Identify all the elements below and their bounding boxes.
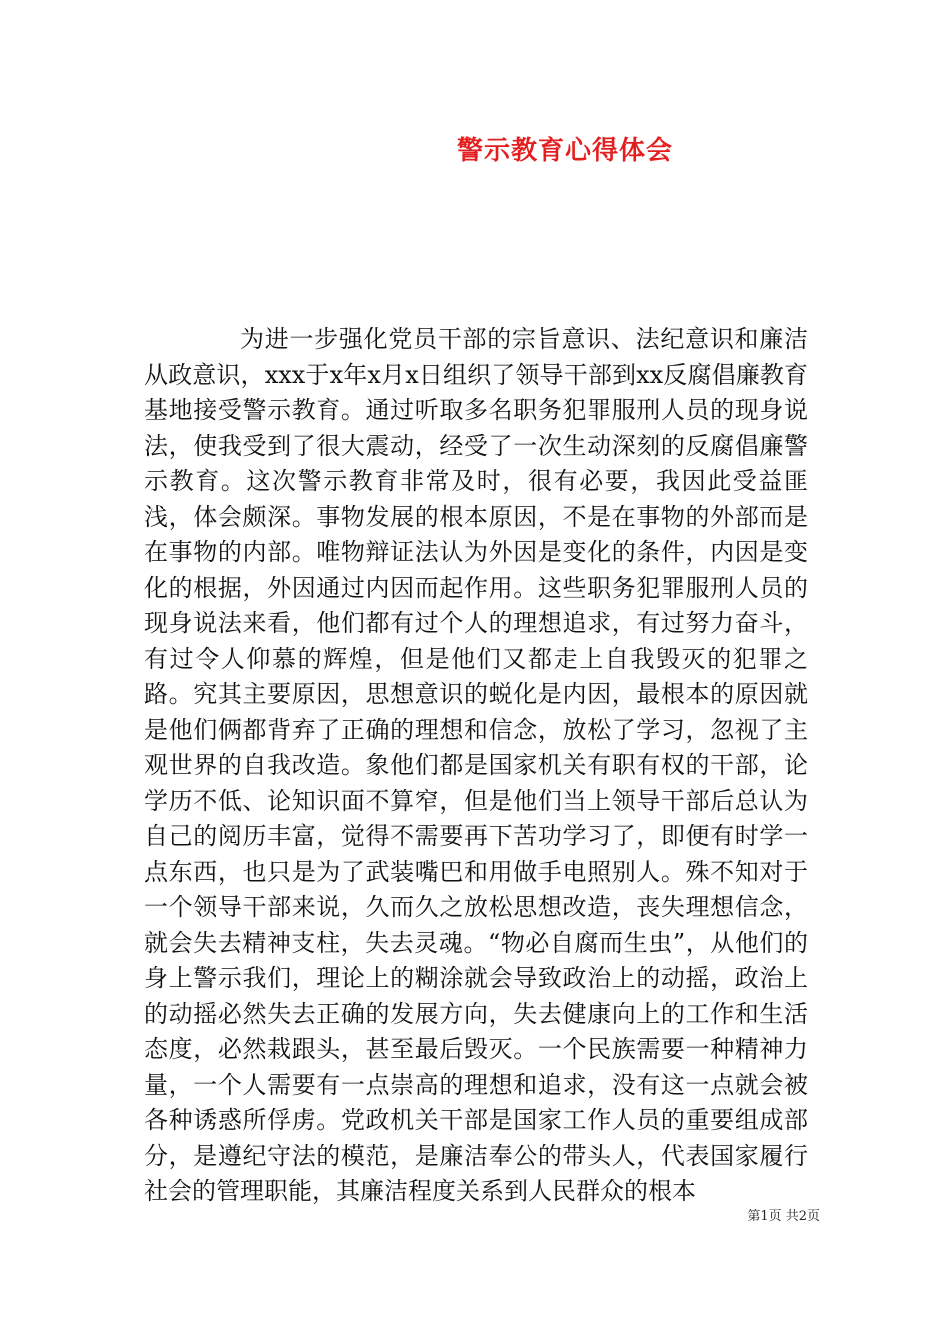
page-number: 第1页 共2页 [747,1209,820,1224]
body-paragraph: 为进一步强化党员干部的宗旨意识、法纪意识和廉洁从政意识，xxx于x年x月x日组织了领导干部到xx反腐倡廉教育基地接受警示教育。通过听取多名职务犯罪服刑人员的现身说法，使我受到了很大震动，经受了一次生动深刻的反腐倡廉警示教育。这次警示教育非常及时，很有必要，我因此受益匪浅，体会颇深。事物发展的根本原因，不是在事物的外部而是在事物的内部。唯物辩证法认为外因是变化的条件，内因是变化的根据，外因通过内因而起作用。这些职务犯罪服刑人员的现身说法来看，他们都有过个人的理想追求，有过努力奋斗，有过令人仰慕的辉煌，但是他们又都走上自我毁灭的犯罪之路。究其主要原因，思想意识的蜕化是内因，最根本的原因就是他们俩都背弃了正确的理想和信念，放松了学习，忽视了主观世界的自我改造。象他们都是国家机关有职有权的干部，论学历不低、论知识面不算窄，但是他们当上领导干部后总认为自己的阅历丰富，觉得不需要再下苦功学习了，即便有时学一点东西，也只是为了武装嘴巴和用做手电照别人。殊不知对于一个领导干部来说，久而久之放松思想改造，丧失理想信念，就会失去精神支柱，失去灵魂。“物必自腐而生虫”，从他们的身上警示我们，理论上的糊涂就会导致政治上的动摇，政治上的动摇必然失去正确的发展方向，失去健康向上的工作和生活态度，必然栽跟头，甚至最后毁灭。一个民族需要一种精神力量，一个人需要有一点崇高的理想和追求，没有这一点就会被各种诱惑所俘虏。党政机关干部是国家工作人员的重要组成部分，是遵纪守法的模范，是廉洁奉公的带头人，代表国家履行社会的管理职能，其廉洁程度关系到人民群众的根本 [144,325,808,1205]
document-title: 警示教育心得体会 [456,136,673,166]
